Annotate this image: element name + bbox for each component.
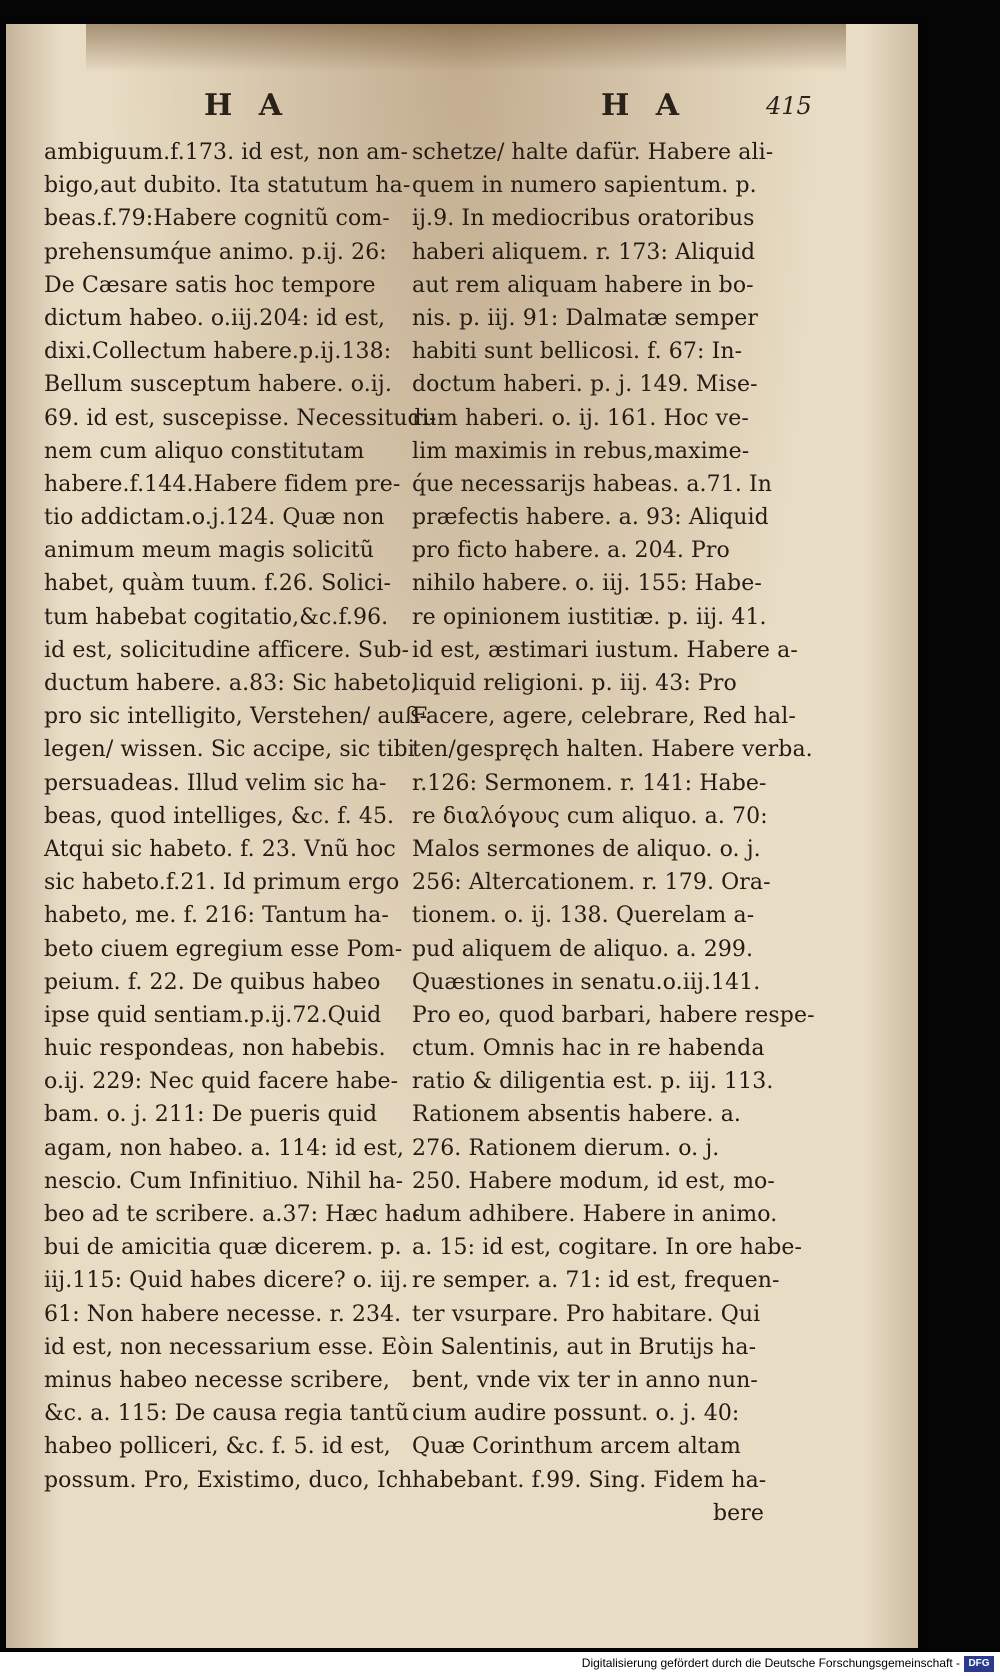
book-page	[6, 24, 918, 1648]
text-line: in Salentinis, aut in Brutijs ha-	[412, 1334, 757, 1360]
text-line: re διαλόγους cum aliquo. a. 70:	[412, 803, 768, 829]
text-line: sic habeto.f.21. Id primum ergo	[44, 870, 400, 896]
text-line: 69. id est, suscepisse. Necessitudi-	[44, 405, 437, 431]
text-line: Facere, agere, celebrare, Red hal-	[412, 704, 796, 730]
text-line: dum adhibere. Habere in animo.	[412, 1202, 778, 1227]
text-line: ipse quid sentiam.p.ij.72.Quid	[44, 1002, 382, 1028]
text-line: tionem. o. ij. 138. Querelam a-	[412, 903, 755, 929]
page-stain	[86, 24, 846, 72]
text-line: aut rem aliquam habere in bo-	[412, 272, 754, 298]
text-line: nem cum aliquo constitutam	[44, 438, 365, 464]
text-line: peium. f. 22. De quibus habeo	[44, 969, 381, 995]
text-line: possum. Pro, Existimo, duco, Ich	[44, 1467, 413, 1493]
text-line: a. 15: id est, cogitare. In ore habe-	[412, 1235, 803, 1261]
text-line: habere.f.144.Habere fidem pre-	[44, 471, 401, 497]
text-line: 276. Rationem dierum. o. j.	[412, 1135, 720, 1161]
text-line: habet, quàm tuum. f.26. Solici-	[44, 571, 392, 597]
text-line: 256: Altercationem. r. 179. Ora-	[412, 870, 771, 896]
text-line: ambiguum.f.173. id est, non am-	[44, 140, 409, 165]
text-line: tum habebat cogitatio,&c.f.96.	[44, 604, 389, 630]
text-line: huic respondeas, non habebis.	[44, 1036, 386, 1062]
text-line: beas, quod intelliges, &c. f. 45.	[44, 803, 395, 829]
text-line: Atqui sic habeto. f. 23. Vnũ hoc	[44, 836, 396, 862]
text-line: Rationem absentis habere. a.	[412, 1102, 742, 1128]
dfg-logo: DFG	[964, 1656, 994, 1672]
text-line: iij.115: Quid habes dicere? o. iij.	[44, 1268, 409, 1294]
text-line: bam. o. j. 211: De pueris quid	[44, 1102, 378, 1128]
text-line: q́ue necessarijs habeas. a.71. In	[412, 471, 773, 497]
text-line: haberi aliquem. r. 173: Aliquid	[412, 239, 756, 265]
text-line: pro ficto habere. a. 204. Pro	[412, 538, 730, 564]
text-line: bui de amicitia quæ dicerem. p.	[44, 1235, 402, 1261]
text-line: minus habeo necesse scribere,	[44, 1367, 390, 1393]
text-line: agam, non habeo. a. 114: id est,	[44, 1135, 404, 1161]
text-line: 61: Non habere necesse. r. 234.	[44, 1301, 402, 1327]
text-line: Pro eo, quod barbari, habere respe-	[412, 1002, 815, 1028]
text-line: ctum. Omnis hac in re habenda	[412, 1036, 765, 1062]
text-line: re opinionem iustitiæ. p. iij. 41.	[412, 604, 767, 630]
text-line: legen/ wissen. Sic accipe, sic tibi	[44, 737, 415, 763]
text-line: Quæstiones in senatu.o.iij.141.	[412, 969, 761, 995]
right-running-head: H A	[601, 88, 688, 123]
text-line: lim maximis in rebus,maxime-	[412, 438, 750, 464]
text-line: liquid religioni. p. iij. 43: Pro	[412, 671, 737, 696]
page-number: 415	[766, 92, 812, 120]
text-line: cium audire possunt. o. j. 40:	[412, 1401, 740, 1427]
text-line: Malos sermones de aliquo. o. j.	[412, 836, 761, 862]
text-line: ten/gespręch halten. Habere verba.	[412, 737, 813, 763]
text-line: beto ciuem egregium esse Pom-	[44, 936, 403, 962]
text-line: ductum habere. a.83: Sic habeto,	[44, 671, 418, 696]
text-line: prehensumq́ue animo. p.ij. 26:	[44, 239, 387, 265]
funding-credit: Digitalisierung gefördert durch die Deutsche Forschungsgemeinschaft -	[581, 1656, 960, 1670]
text-line: tio addictam.o.j.124. Quæ non	[44, 505, 385, 531]
text-line: dictum habeo. o.iij.204: id est,	[44, 305, 386, 331]
text-line: id est, solicitudine afficere. Sub-	[44, 637, 410, 663]
text-line: dixi.Collectum habere.p.ij.138:	[44, 339, 392, 365]
text-line: præfectis habere. a. 93: Aliquid	[412, 505, 769, 531]
text-line: re semper. a. 71: id est, frequen-	[412, 1268, 780, 1294]
text-line: &c. a. 115: De causa regia tantũ	[44, 1401, 410, 1427]
running-header	[6, 88, 918, 138]
text-line: pro sic intelligito, Verstehen/ auß-	[44, 704, 428, 730]
text-line: habebant. f.99. Sing. Fidem ha-	[412, 1467, 767, 1493]
text-line: nescio. Cum Infinitiuo. Nihil ha-	[44, 1168, 404, 1194]
text-line: r.126: Sermonem. r. 141: Habe-	[412, 770, 767, 796]
left-running-head: H A	[204, 88, 291, 123]
text-line: ratio & diligentia est. p. iij. 113.	[412, 1069, 774, 1095]
text-line: bent, vnde vix ter in anno nun-	[412, 1367, 758, 1393]
text-line: nihilo habere. o. iij. 155: Habe-	[412, 571, 762, 597]
text-line: persuadeas. Illud velim sic ha-	[44, 770, 387, 796]
text-line: quem in numero sapientum. p.	[412, 173, 757, 199]
text-line: nis. p. iij. 91: Dalmatæ semper	[412, 305, 759, 331]
text-line: doctum haberi. p. j. 149. Mise-	[412, 372, 758, 398]
text-line: rum haberi. o. ij. 161. Hoc ve-	[412, 405, 749, 431]
text-line: pud aliquem de aliquo. a. 299.	[412, 936, 754, 962]
text-line: ij.9. In mediocribus oratoribus	[412, 206, 755, 232]
text-line: animum meum magis solicitũ	[44, 538, 375, 564]
text-line: ter vsurpare. Pro habitare. Qui	[412, 1301, 761, 1327]
text-line: bere	[712, 1500, 764, 1526]
text-line: habiti sunt bellicosi. f. 67: In-	[412, 339, 743, 365]
left-column	[44, 136, 437, 1497]
text-line: schetze/ halte dafür. Habere ali-	[412, 140, 774, 165]
text-line: De Cæsare satis hoc tempore	[44, 272, 376, 298]
text-line: id est, æstimari iustum. Habere a-	[412, 637, 798, 663]
text-line: beas.f.79:Habere cognitũ com-	[44, 206, 390, 232]
text-line: id est, non necessarium esse. Eò	[44, 1334, 411, 1360]
text-line: 250. Habere modum, id est, mo-	[412, 1168, 775, 1194]
text-line: o.ij. 229: Nec quid facere habe-	[44, 1069, 399, 1095]
text-line: habeto, me. f. 216: Tantum ha-	[44, 903, 389, 929]
text-line: bigo,aut dubito. Ita statutum ha-	[44, 173, 411, 199]
footer-bar	[0, 1652, 1000, 1676]
right-column	[412, 136, 815, 1530]
text-line: beo ad te scribere. a.37: Hæc ha-	[44, 1202, 420, 1227]
text-line: habeo polliceri, &c. f. 5. id est,	[44, 1434, 391, 1460]
text-line: Quæ Corinthum arcem altam	[412, 1434, 742, 1460]
text-line: Bellum susceptum habere. o.ij.	[44, 372, 392, 398]
